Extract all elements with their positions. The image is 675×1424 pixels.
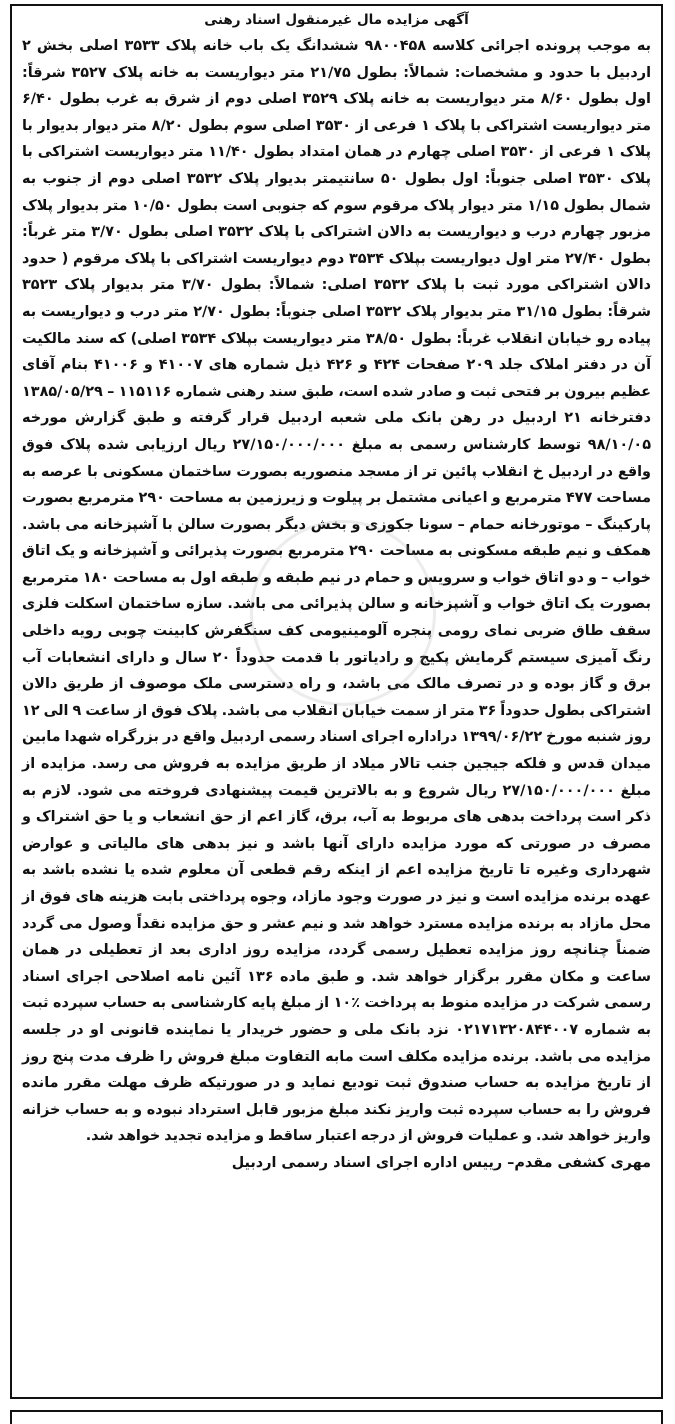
auction-notice xyxy=(10,4,663,1399)
next-notice-border xyxy=(10,1410,663,1424)
notice-signature: مهری کشفی مقدم– رییس اداره اجرای اسناد رسمی اردبیل xyxy=(231,1154,651,1171)
notice-title: آگهی مزایده مال غیرمنقول اسناد رهنی xyxy=(204,12,469,28)
notice-body: به موجب پرونده اجرائی کلاسه ۹۸۰۰۴۵۸ ششدانگ یک باب خانه پلاک ۳۵۳۳ اصلی بخش ۲ اردبیل با حدود و مشخصات: شمالاً: بطول ۲۱/۷۵ متر دیواریست به خانه پلاک ۳۵۲۷ شرقاً: اول بطول ۸/۶۰ متر دیواریست به خانه پلاک ۳۵۲۹ اصلی دوم از شرق به غرب بطول ۶/۴۰ متر دیواریست اشتراکی با پلاک ۱ فرعی از ۳۵۳۰ اصلی سوم بطول ۸/۲۰ متر دیوار بدیوار با پلاک ۱ فرعی از ۳۵۳۰ اصلی چهارم در همان امتداد بطول ۱۱/۴۰ متر دیواریست اشتراکی با پلاک ۳۵۳۰ اصلی جنوباً: اول بطول ۵۰ سانتیمتر بدیوار پلاک ۳۵۳۲ اصلی دوم از جنوب به شمال بطول ۱/۱۵ متر دیوار پلاک مرقوم سوم که جنوبی است بطول ۱۰/۵۰ متر بدیوار پلاک مزبور چهارم درب و دیواریست به دالان اشتراکی با پلاک ۳۵۳۲ اصلی بطول ۳/۷۰ متر غرباً: بطول ۲۷/۴۰ متر اول دیواریست بپلاک ۳۵۳۴ دوم دیواریست اشتراکی با پلاک مرقوم ( حدود دالان اشتراکی مورد ثبت با پلاک ۳۵۳۲ اصلی: شمالاً: بطول ۳/۷۰ متر بدیوار پلاک ۳۵۲۳ شرقاً: بطول ۳۱/۱۵ متر بدیوار پلاک ۳۵۳۲ اصلی جنوباً: بطول ۲/۷۰ متر درب و دیواریست به پیاده رو خیابان انقلاب غرباً: بطول ۳۸/۵۰ متر دیواریست بپلاک ۳۵۳۴ اصلی) که سند مالکیت آن در دفتر املاک جلد ۲۰۹ صفحات ۴۲۴ و ۴۲۶ ذیل شماره های ۴۱۰۰۷ و ۴۱۰۰۶ بنام آقای عظیم بیرون بر فتحی ثبت و صادر شده است، طبق سند رهنی شماره ۱۱۵۱۱۶ – ۱۳۸۵/۰۵/۲۹ دفترخانه ۲۱ اردبیل در رهن بانک ملی شعبه اردبیل قرار گرفته و طبق گزارش مورخه ۹۸/۱۰/۰۵ توسط کارشناس رسمی به مبلغ ۲۷/۱۵۰/۰۰۰/۰۰۰ ریال ارزیابی شده پلاک فوق واقع در اردبیل خ انقلاب پائین تر از مسجد منصوریه بصورت ساختمان مسکونی با عرصه به مساحت ۴۷۷ مترمربع و اعیانی مشتمل بر پیلوت و زیرزمین به مساحت ۲۹۰ مترمربع بصورت پارکینگ – موتورخانه حمام – سونا جکوزی و بخش دیگر بصورت سالن با آشپزخانه می باشد. همکف و نیم طبقه مسکونی به مساحت ۲۹۰ مترمربع بصورت پذیرائی و آشپزخانه و یک اتاق خواب – و دو اتاق خواب و سرویس و حمام در نیم طبقه و طبقه اول به مساحت ۱۸۰ مترمربع بصورت یک اتاق خواب و آشپزخانه و سالن پذیرائی می باشد. سازه ساختمان اسکلت فلزی سقف طاق ضربی نمای رومی پنجره آلومینیومی کف سنگفرش کابینت چوبی رویه داخلی رنگ آمیزی سیستم گرمایش پکیج و رادیاتور با قدمت حدوداً ۲۰ سال و دارای انشعابات آب برق و گاز بوده و در تصرف مالک می باشد، و راه دسترسی ملک موصوف از طریق دالان اشتراکی بطول حدوداً ۳۶ متر از سمت خیابان انقلاب می باشد. پلاک فوق از ساعت ۹ الی ۱۲ روز شنبه مورخ ۱۳۹۹/۰۶/۲۲ دراداره اجرای اسناد رسمی اردبیل واقع در بزرگراه شهدا مابین میدان قدس و فلکه جیجین جنب تالار میلاد از طریق مزایده به فروش می رسد. مزایده از مبلغ ۲۷/۱۵۰/۰۰۰/۰۰۰ ریال شروع و به بالاترین قیمت پیشنهادی فروخته می شود. لازم به ذکر است پرداخت بدهی های مربوط به آب، برق، گاز اعم از حق انشعاب و یا حق اشتراک و مصرف در صورتی که مورد مزایده دارای آنها باشد و نیز بدهی های مالیاتی و عوارض شهرداری وغیره تا تاریخ مزایده اعم از اینکه رقم قطعی آن معلوم شده یا نشده باشد به عهده برنده مزایده است و نیز در صورت وجود مازاد، وجوه پرداختی بابت هزینه های فوق از محل مازاد به برنده مزایده مسترد خواهد شد و نیم عشر و حق مزایده نقداً وصول می گردد ضمناً چنانچه روز مزایده تعطیل رسمی گردد، مزایده روز اداری بعد از تعطیلی در همان ساعت و مکان مقرر برگزار خواهد شد. و طبق ماده ۱۳۶ آئین نامه اصلاحی اجرای اسناد رسمی شرکت در مزایده منوط به پرداخت ٪۱۰ از مبلغ پایه کارشناسی به حساب سپرده ثبت به شماره ۰۲۱۷۱۳۲۰۸۴۴۰۰۷ نزد بانک ملی و حضور خریدار یا نماینده قانونی او در جلسه مزایده می باشد. برنده مزایده مکلف است مابه التفاوت مبلغ فروش را ظرف مدت پنج روز از تاریخ مزایده به حساب صندوق ثبت تودیع نماید و در صورتیکه ظرف مهلت مقرر مانده فروش را به حساب سپرده ثبت واریز نکند مبلغ مزبور قابل استرداد نبوده و به حساب خزانه واریز خواهد شد. و عملیات فروش از درجه اعتبار ساقط و مزایده تجدید خواهد شد. xyxy=(22,38,652,1145)
